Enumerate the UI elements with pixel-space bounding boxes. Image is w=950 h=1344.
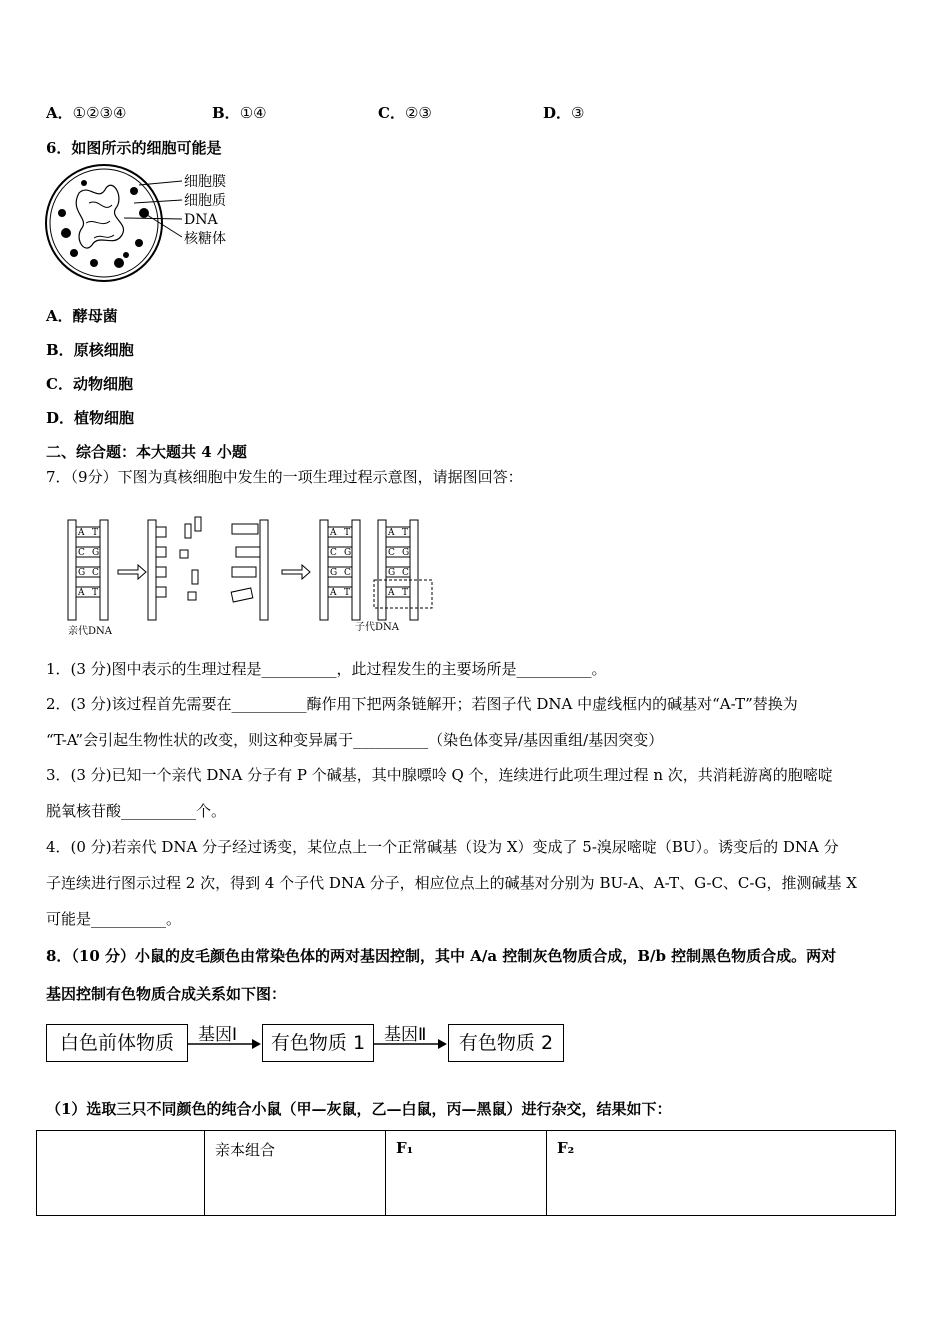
- q8-sub1: （1）选取三只不同颜色的纯合小鼠（甲—灰鼠，乙—白鼠，丙—黑鼠）进行杂交，结果如下：: [46, 1100, 672, 1118]
- flow-arrow-gene2-label: 基因Ⅱ: [384, 1025, 427, 1045]
- table-header-parents: 亲本组合: [205, 1131, 386, 1216]
- flow-arrow-1: [188, 1038, 262, 1050]
- q6-stem: 6．如图所示的细胞可能是: [46, 139, 222, 157]
- table-header-empty: [37, 1131, 205, 1216]
- q7-sub3-line1: 3．(3 分)已知一个亲代 DNA 分子有 P 个碱基，其中腺嘌呤 Q 个，连续进行此项生理过程 n 次，共消耗游离的胞嘧啶: [46, 766, 833, 784]
- q6-label-membrane: 细胞膜: [184, 174, 226, 190]
- svg-text:A: A: [78, 528, 85, 538]
- svg-text:C: C: [344, 568, 351, 578]
- q8-stem-line1: 8．（10 分）小鼠的皮毛颜色由常染色体的两对基因控制，其中 A/a 控制灰色物质合成，B/b 控制黑色物质合成。两对: [46, 947, 837, 965]
- q8-cross-table: [36, 1130, 896, 1216]
- q7-sub3-line2: 脱氧核苷酸__________个。: [46, 802, 227, 820]
- q7-sub2-line2: “T-A”会引起生物性状的改变，则这种变异属于__________（染色体变异/基因重组/基因突变）: [46, 731, 664, 749]
- q7-stem: 7．（9分）下图为真核细胞中发生的一项生理过程示意图，请据图回答：: [46, 468, 523, 486]
- svg-text:C: C: [330, 548, 337, 558]
- q7-sub1: 1．(3 分)图中表示的生理过程是__________，此过程发生的主要场所是__________。: [46, 660, 607, 678]
- q6-option-b: B．原核细胞: [46, 341, 134, 359]
- q8-stem-line2: 基因控制有色物质合成关系如下图：: [46, 985, 287, 1003]
- table-row: [37, 1131, 896, 1216]
- svg-text:T: T: [344, 528, 351, 538]
- q6-cell-figure: [44, 163, 244, 288]
- svg-text:C: C: [402, 568, 409, 578]
- q7-label-parent: 亲代DNA: [68, 626, 112, 637]
- svg-text:G: G: [92, 548, 100, 558]
- q6-label-ribosome: 核糖体: [184, 231, 226, 247]
- svg-text:G: G: [344, 548, 352, 558]
- svg-text:T: T: [92, 528, 99, 538]
- q5-option-b: B．①④: [212, 104, 267, 122]
- svg-text:G: G: [388, 568, 396, 578]
- svg-text:G: G: [402, 548, 410, 558]
- svg-text:T: T: [402, 588, 409, 598]
- q6-label-dna: DNA: [184, 212, 218, 228]
- svg-text:C: C: [92, 568, 99, 578]
- q7-sub4-line2: 子连续进行图示过程 2 次，得到 4 个子代 DNA 分子，相应位点上的碱基对分别为 BU-A、A-T、G-C、C-G，推测碱基 X: [46, 874, 857, 892]
- q6-option-c: C．动物细胞: [46, 375, 133, 393]
- flow-arrow-gene1-label: 基因Ⅰ: [198, 1025, 238, 1045]
- flow-box-color2: 有色物质 2: [448, 1024, 564, 1062]
- q7-sub4-line3: 可能是__________。: [46, 910, 182, 928]
- svg-text:C: C: [388, 548, 395, 558]
- q7-sub4-line1: 4．(0 分)若亲代 DNA 分子经过诱变，某位点上一个正常碱基（设为 X）变成了 5-溴尿嘧啶（BU）。诱变后的 DNA 分: [46, 838, 839, 856]
- table-header-f1: F₁: [386, 1131, 547, 1216]
- svg-text:C: C: [78, 548, 85, 558]
- q6-option-d: D．植物细胞: [46, 409, 135, 427]
- q6-option-a: A．酵母菌: [46, 307, 118, 325]
- q5-option-c: C．②③: [378, 104, 432, 122]
- svg-text:G: G: [330, 568, 338, 578]
- svg-text:G: G: [78, 568, 86, 578]
- q5-option-a: A．①②③④: [46, 104, 127, 122]
- svg-text:A: A: [330, 588, 337, 598]
- flow-box-white-precursor: 白色前体物质: [46, 1024, 188, 1062]
- q7-sub2-line1: 2．(3 分)该过程首先需要在__________酶作用下把两条链解开；若图子代 DNA 中虚线框内的碱基对“A-T”替换为: [46, 695, 798, 713]
- q6-label-cytoplasm: 细胞质: [184, 193, 226, 209]
- flow-arrow-2: [374, 1038, 448, 1050]
- svg-text:A: A: [388, 528, 395, 538]
- svg-text:T: T: [344, 588, 351, 598]
- q7-dna-replication-figure: [60, 502, 445, 637]
- section2-title: 二、综合题：本大题共 4 小题: [46, 443, 247, 461]
- q5-option-d: D．③: [543, 104, 585, 122]
- svg-text:T: T: [402, 528, 409, 538]
- flow-box-color1: 有色物质 1: [262, 1024, 374, 1062]
- svg-text:T: T: [92, 588, 99, 598]
- table-header-f2: F₂: [547, 1131, 896, 1216]
- q7-label-child: 子代DNA: [355, 622, 399, 633]
- svg-text:A: A: [330, 528, 337, 538]
- svg-text:A: A: [78, 588, 85, 598]
- svg-text:A: A: [388, 588, 395, 598]
